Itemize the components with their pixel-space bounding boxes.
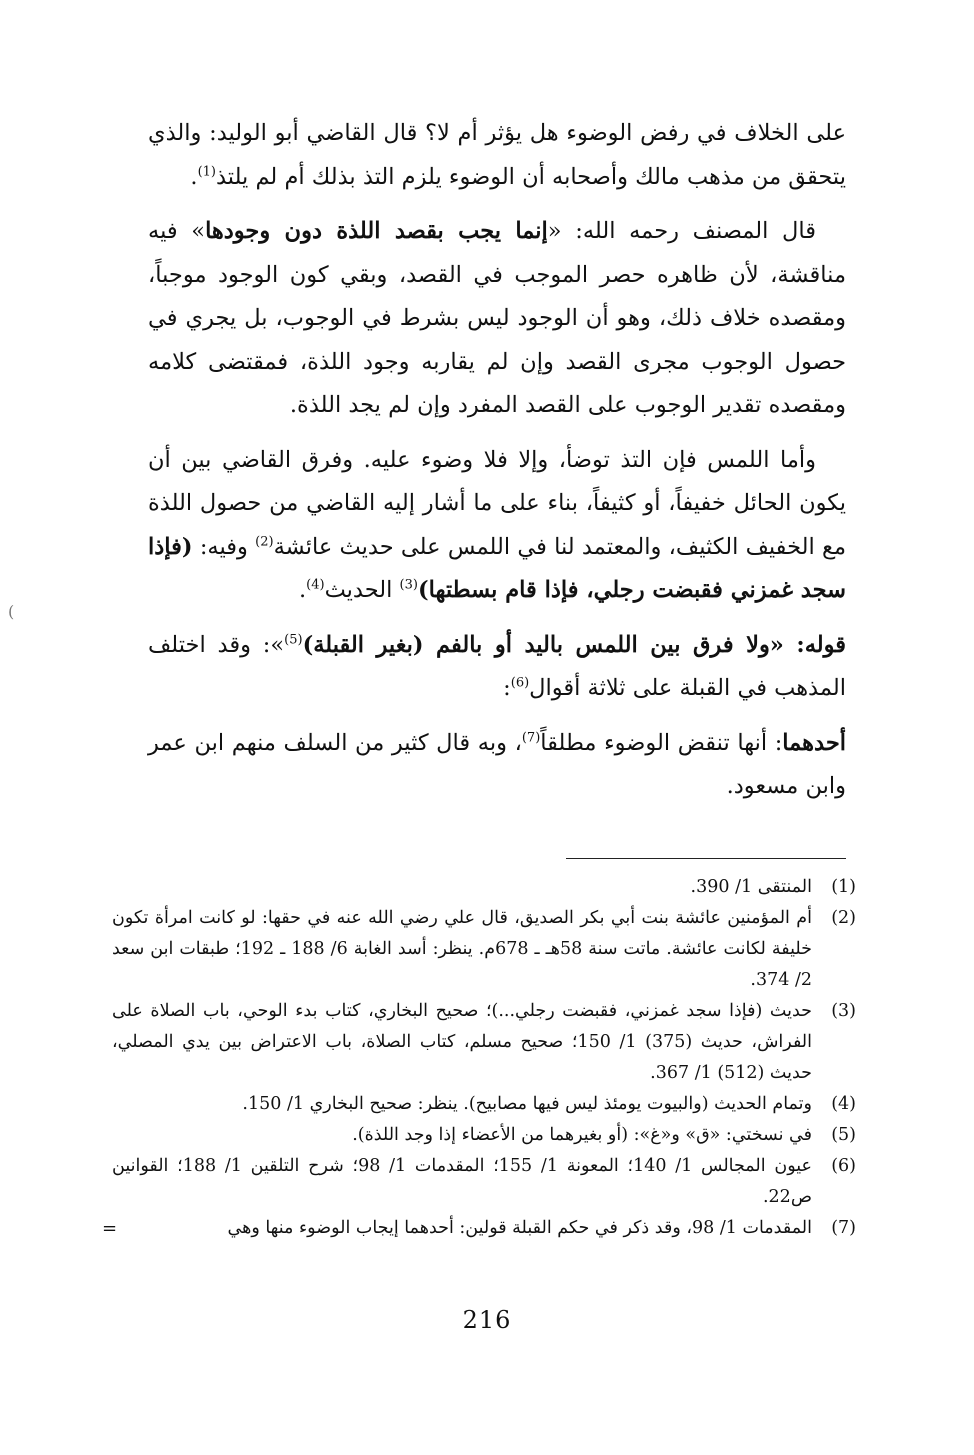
text-run: : أنها تنقض الوضوء مطلقاً	[540, 729, 783, 756]
footnote	[112, 1089, 856, 1120]
footnote-text: وتمام الحديث (والبيوت يومئذ ليس فيها مصابيح). ينظر: صحيح البخاري 1/ 150.	[242, 1094, 812, 1114]
paragraph	[148, 112, 846, 199]
paragraph	[148, 210, 846, 428]
footnotes	[102, 872, 856, 1244]
footnote-ref: (4)	[306, 577, 325, 593]
footnote-number: (2)	[831, 908, 856, 928]
text-run: » فيه مناقشة، لأن ظاهره حصر الموجب في القصد، وبقي كون الوجود موجباً، ومقصده خلاف ذلك، وهو أن الوجود ليس بشرط في الوجوب، بل يجري في حصول الوجوب مجرى القصد وإن لم يقاربه وجود اللذة، فمقتضى كلامه ومقصده تقدير الوجوب على القصد المفرد وإن لم يجد اللذة.	[148, 218, 846, 418]
bold-quote: إنما يجب بقصد اللذة دون وجودها	[205, 218, 548, 244]
footnote	[112, 1151, 856, 1213]
footnote-separator	[566, 858, 846, 859]
footnote	[102, 1213, 856, 1244]
text-run: :	[503, 675, 511, 701]
bold-quote: قوله: «ولا فرق بين اللمس باليد أو بالفم (بغير القبلة)	[302, 631, 846, 658]
footnote-ref: (1)	[197, 164, 216, 179]
footnote-ref: (2)	[255, 534, 274, 549]
margin-mark: (	[8, 602, 15, 621]
footnote	[112, 903, 856, 996]
footnote-ref: (5)	[284, 632, 303, 647]
text-run: »: وقد اختلف المذهب في القبلة على ثلاثة أقوال	[148, 631, 846, 701]
continuation-mark: =	[102, 1218, 118, 1239]
text-run: .	[298, 577, 307, 603]
text-run: الحديث	[324, 577, 400, 603]
main-text	[148, 112, 846, 820]
text-run: وأما اللمس فإن التذ توضأ، وإلا فلا وضوء عليه. وفرق القاضي بين أن يكون الحائل خفيفاً، أو كثيفاً، بناء على ما أشار إليه القاضي من حصول اللذة مع الخفيف الكثيف، والمعتمد لنا في اللمس على حديث عائشة	[148, 446, 847, 560]
footnote	[112, 1120, 856, 1151]
footnote-number: (7)	[831, 1218, 856, 1238]
footnote-text: حديث (فإذا سجد غمزني، فقبضت رجلي...)؛ صحيح البخاري، كتاب بدء الوحي، باب الصلاة على الفراش، حديث (375) 1/ 150؛ صحيح مسلم، كتاب الصلاة، باب الاعتراض بين يدي المصلي، حديث (512) 1/ 367.	[112, 1001, 812, 1083]
footnote	[112, 872, 856, 903]
text-run: .	[190, 163, 198, 190]
footnote	[112, 996, 856, 1089]
footnote-text: المقدمات 1/ 98، وقد ذكر في حكم القبلة قولين: أحدهما إيجاب الوضوء منها وهي	[227, 1218, 812, 1238]
footnote-number: (3)	[831, 1001, 856, 1021]
paragraph	[148, 439, 846, 613]
footnote-ref: (7)	[521, 730, 541, 745]
bold-quote: أحدهما	[782, 729, 846, 756]
footnote-text: عيون المجالس 1/ 140؛ المعونة 1/ 155؛ المقدمات 1/ 98؛ شرح التلقين 1/ 188؛ القوانين ص22.	[112, 1156, 812, 1207]
paragraph	[148, 624, 846, 711]
footnote-number: (6)	[831, 1156, 856, 1176]
footnote-text: في نسختي: «ق» و«غ»: (أو بغيرهما من الأعضاء إذا وجد اللذة).	[352, 1125, 812, 1145]
text-run: وفيه:	[192, 533, 256, 560]
bold-quote: (فإذا سجد غمزني فقبضت رجلي، فإذا قام بسطتها)	[148, 533, 846, 603]
text-run: قال المصنف رحمه الله: «	[547, 218, 816, 244]
footnote-number: (5)	[831, 1125, 856, 1145]
text-run: على الخلاف في رفض الوضوء هل يؤثر أم لا؟ قال القاضي أبو الوليد: والذي يتحقق من مذهب مالك وأصحابه أن الوضوء يلزم التذ بذلك أم لم يلتذ	[148, 120, 846, 190]
footnote-number: (1)	[831, 877, 856, 897]
footnote-text: المنتقى 1/ 390.	[690, 877, 812, 897]
footnote-ref: (6)	[510, 675, 530, 691]
paragraph	[148, 722, 846, 809]
text-run: ، وبه قال كثير من السلف منهم ابن عمر وابن مسعود.	[148, 729, 846, 799]
footnote-text: أم المؤمنين عائشة بنت أبي بكر الصديق، قال علي رضي الله عنه في حقها: لو كانت امرأة تكون خليفة لكانت عائشة. ماتت سنة 58هـ ـ 678م. ينظر: أسد الغابة 6/ 188 ـ 192؛ طبقات ابن سعد 2/ 374.	[112, 908, 812, 990]
footnote-number: (4)	[831, 1094, 856, 1114]
page-number: 216	[462, 1306, 512, 1334]
footnote-ref: (3)	[399, 577, 418, 593]
